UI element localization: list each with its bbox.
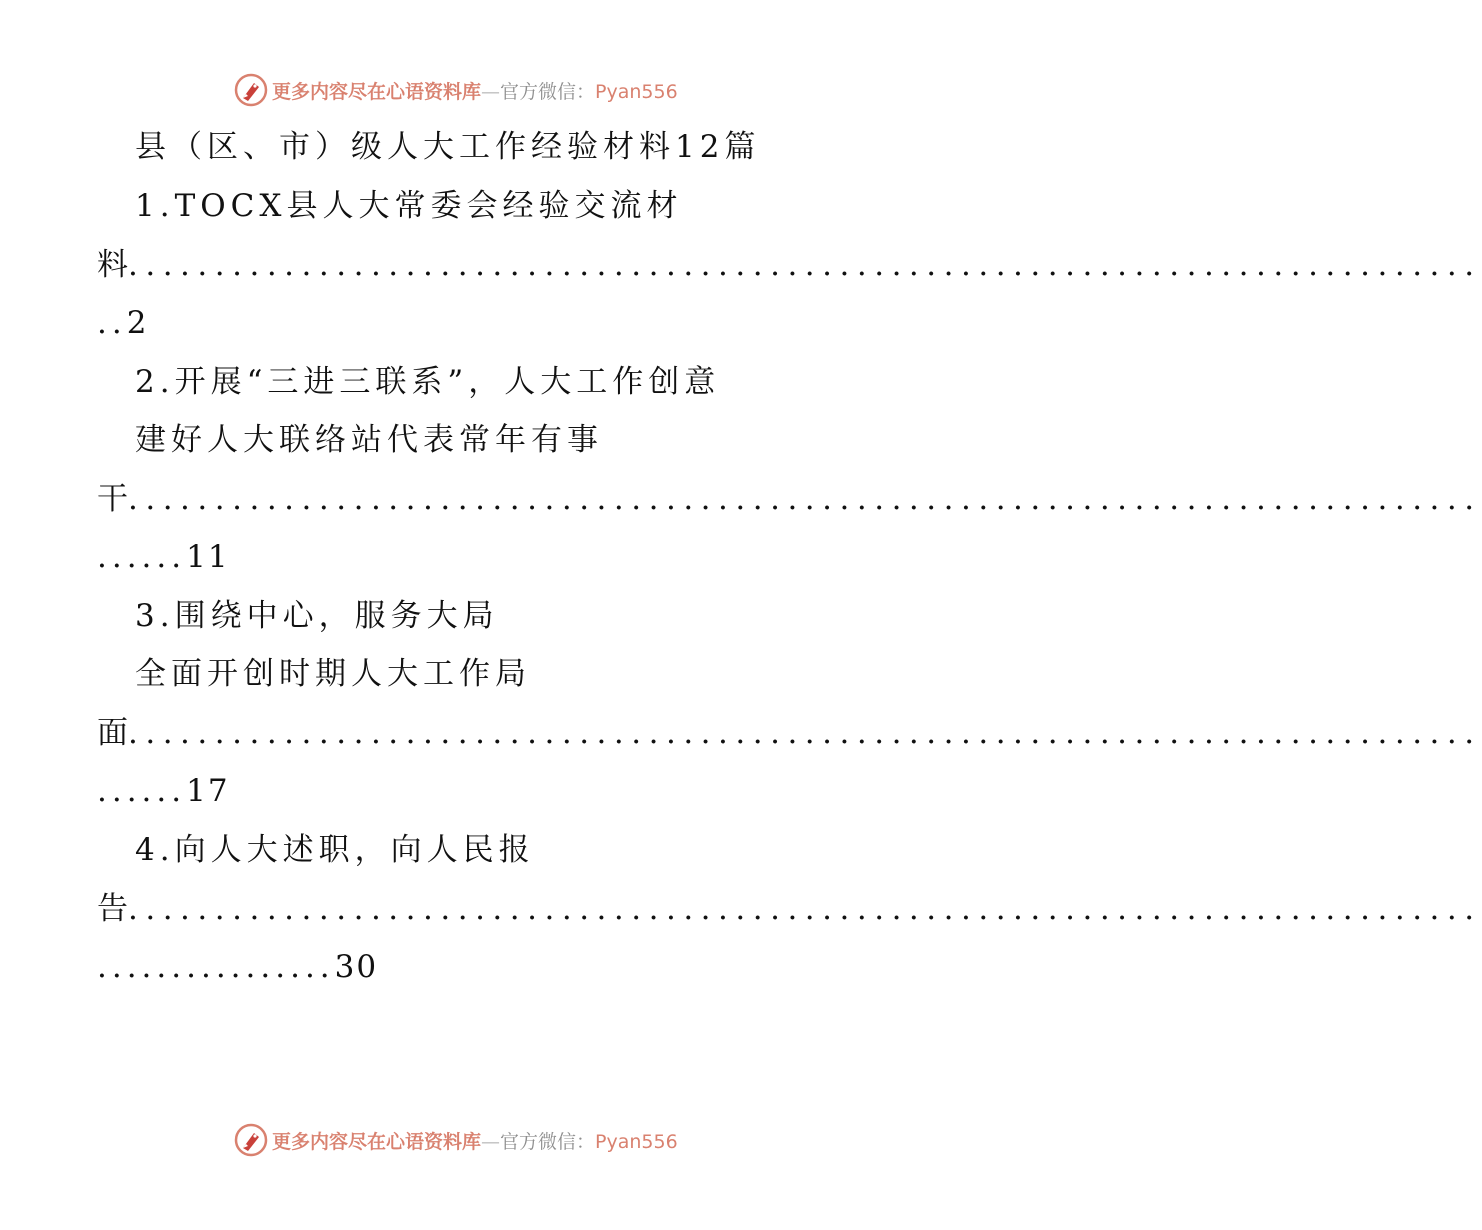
watermark-text (272, 77, 678, 104)
toc-entry-2-line-1: 2.开展“三进三联系”，人大工作创意 (135, 364, 721, 400)
watermark-wechat-id: Pyan556 (595, 1130, 678, 1153)
toc-entry-3-line-1: 3.围绕中心，服务大局 (135, 598, 499, 634)
toc-entry-3-leader: 面.............................................................................. (97, 715, 1482, 751)
toc-entry-2-dots-tail: ...... (97, 539, 187, 575)
toc-entry-2-last-word: 干 (97, 481, 128, 517)
toc-entry-2-leader: 干.............................................................................. (97, 481, 1482, 517)
toc-entry-2-page: 11 (186, 539, 230, 575)
toc-entry-3-page: 17 (186, 773, 230, 809)
watermark-wechat-label: 官方微信： (500, 1130, 596, 1153)
toc-entry-3-dots-tail: ...... (97, 773, 187, 809)
toc-entry-3-page-line (97, 771, 230, 811)
toc-entry-1-last-word: 料 (97, 247, 128, 283)
toc-entry-4-line-1: 4.向人大述职，向人民报 (135, 832, 535, 868)
toc-entry-4-last-word: 告 (97, 891, 128, 927)
watermark-brand: 更多内容尽在心语资料库 (272, 1130, 482, 1153)
toc-entry-3-line-2: 全面开创时期人大工作局 (135, 656, 531, 692)
toc-entry-1-leader: 料.............................................................................. (97, 247, 1482, 283)
toc-entry-1-line-1: 1.TOCX县人大常委会经验交流材 (135, 188, 683, 224)
document-title: 县（区、市）级人大工作经验材料12篇 (135, 129, 761, 165)
toc-entry-2-page-line (97, 537, 230, 577)
toc-entry-4-page: 30 (334, 949, 379, 985)
pen-nib-logo-icon (234, 1123, 268, 1157)
toc-entry-4-leader: 告.............................................................................. (97, 891, 1482, 927)
toc-entry-1-dots-tail: .. (97, 305, 127, 341)
watermark-text (272, 1127, 678, 1154)
watermark-wechat-label: 官方微信： (500, 80, 596, 103)
toc-entry-2-line-2: 建好人大联络站代表常年有事 (135, 422, 603, 458)
watermark-wechat-id: Pyan556 (595, 80, 678, 103)
toc-entry-1-page-line (97, 303, 148, 343)
toc-entry-3-last-word: 面 (97, 715, 128, 751)
toc-entry-4-dots-tail: ................ (97, 949, 335, 985)
toc-entry-4-page-line (97, 947, 378, 987)
pen-nib-logo-icon (234, 73, 268, 107)
watermark-banner-top (234, 72, 678, 108)
watermark-dash: — (481, 80, 501, 103)
watermark-banner-bottom (234, 1122, 678, 1158)
watermark-dash: — (481, 1130, 501, 1153)
watermark-brand: 更多内容尽在心语资料库 (272, 80, 482, 103)
toc-entry-1-page: 2 (126, 305, 149, 341)
